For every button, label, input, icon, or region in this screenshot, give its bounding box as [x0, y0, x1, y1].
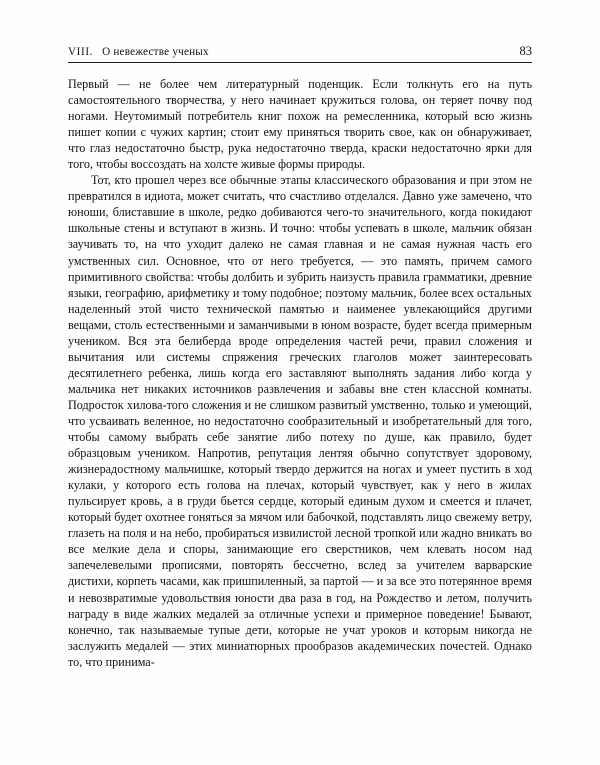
- chapter-title: О невежестве ученых: [102, 46, 209, 58]
- running-head: [68, 46, 209, 58]
- page-number: 83: [519, 44, 532, 58]
- body-text: [68, 76, 532, 670]
- header-rule: [68, 62, 532, 63]
- paragraph: Тот, кто прошел через все обычные этапы классического образования и при этом не превратился в идиота, может считать, что счастливо отделался. Давно уже замечено, что юноши, блиставшие в школе, редко добиваются чего-то значительного, когда покидают школьные стены и вступают в жизнь. И точно: чтобы успевать в школе, мальчик обязан заучивать то, на что уходит далеко не самая главная и не самая нужная часть его умственных сил. Основное, что от него требуется, — это память, причем самого примитивного свойства: чтобы долбить и зубрить наизусть правила грамматики, древние языки, географию, арифметику и тому подобное; поэтому мальчик, более всех остальных наделенный этой чисто технической памятью и наименее увлекающийся другими вещами, столь естественными и заманчивыми в юном возрасте, будет всегда примерным учеником. Вся эта белиберда вроде определения частей речи, правил сложения и вычитания или системы спряжения греческих глаголов может заинтересовать десятилетнего ребенка, лишь когда его заставляют выполнять задания либо когда у мальчика нет никаких источников развлечения и забавы вне стен классной комнаты. Подросток хилова-того сложения и не слишком развитый умственно, только и умеющий, что усваивать веленное, но недостаточно сообразительный и изобретательный для того, чтобы самому выбрать себе занятие либо потеху по душе, как правило, будет образцовым учеником. Напротив, репутация лентяя обычно сопутствует здоровому, жизнерадостному мальчишке, который твердо держится на ногах и умеет пустить в ход кулаки, у которого есть голова на плечах, который чувствует, как у него в жилах пульсирует кровь, а в груди бьется сердце, который единым духом и смеется и плачет, который будет охотнее гоняться за мячом или бабочкой, подставлять лицо свежему ветру, глазеть на поля и на небо, пробираться извилистой лесной тропкой или жадно вникать во все мелкие дела и споры, занимающие его сверстников, чем клевать носом над запечелевелыми прописями, повторять бессчетно, вслед за учителем варварские дистихи, корпеть часами, как пришпиленный, за партой — и за все это потерянное время и невозвратимые удовольствия юности два раза в год, на Рождество и летом, получить награду в виде жалких медалей за отличные успехи и примерное поведение! Бывают, конечно, так называемые тупые дети, которые не учат уроков и которым никогда не заслужить медалей — этих миниатюрных прообразов академических почестей. Однако то, что принима-: [68, 173, 532, 669]
- page-header: [68, 44, 532, 59]
- paragraph: Первый — не более чем литературный поденщик. Если толкнуть его на путь самостоятельного творчества, у него начинает кружиться голова, он теряет почву под ногами. Неутомимый потребитель книг похож на ремесленника, который всю жизнь пишет копии с чужих картин; стоит ему приняться творить свое, как он обнаруживает, что глаз недостаточно быстр, рука недостаточно тверда, краски недостаточно ярки для того, чтобы воссоздать на холсте живые формы природы.: [68, 77, 532, 172]
- chapter-number: VIII.: [68, 46, 94, 58]
